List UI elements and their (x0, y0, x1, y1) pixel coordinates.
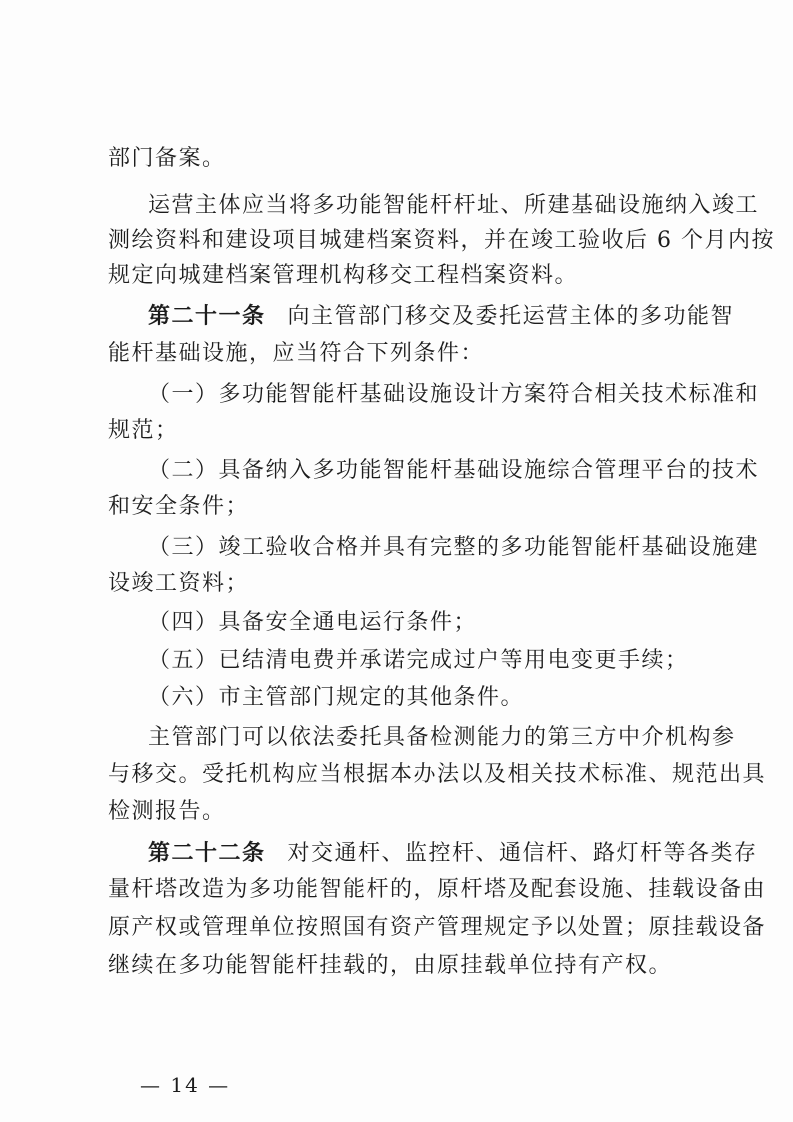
paragraph-line: 主管部门可以依法委托具备检测能力的第三方中介机构参 (148, 725, 736, 750)
paragraph-line: 继续在多功能智能杆挂载的，由原挂载单位持有产权。 (108, 953, 673, 978)
paragraph-line: 测绘资料和建设项目城建档案资料，并在竣工验收后 6 个月内按 (108, 228, 775, 253)
list-item-line: （三）竣工验收合格并具有完整的多功能智能杆基础设施建 (148, 535, 760, 560)
page-number: — 14 — (140, 1073, 231, 1097)
paragraph-line: 原产权或管理单位按照国有资产管理规定予以处置；原挂载设备 (108, 915, 767, 940)
paragraph-line: 规定向城建档案管理机构移交工程档案资料。 (108, 263, 579, 288)
list-item-line: （六）市主管部门规定的其他条件。 (148, 685, 525, 710)
article-22-line (0, 838, 793, 869)
paragraph-line: 能杆基础设施，应当符合下列条件： (108, 341, 485, 366)
list-item-line: （五）已结清电费并承诺完成过户等用电变更手续； (148, 648, 689, 673)
paragraph-line: 量杆塔改造为多功能智能杆的，原杆塔及配套设施、挂载设备由 (108, 877, 767, 902)
article-22-heading: 第二十二条 (148, 840, 266, 866)
list-item-line: （四）具备安全通电运行条件； (148, 610, 478, 635)
list-item-line: 和安全条件； (108, 494, 250, 519)
list-item-line: 规范； (108, 418, 179, 443)
paragraph-line: 检测报告。 (108, 799, 226, 824)
paragraph-line: 部门备案。 (108, 146, 226, 171)
paragraph-line: 运营主体应当将多功能智能杆杆址、所建基础设施纳入竣工 (148, 193, 760, 218)
paragraph-line: 与移交。受托机构应当根据本办法以及相关技术标准、规范出具 (108, 762, 767, 787)
list-item-line: 设竣工资料； (108, 571, 250, 596)
article-22-text: 对交通杆、监控杆、通信杆、路灯杆等各类存 (287, 841, 758, 866)
article-21-heading: 第二十一条 (148, 303, 266, 329)
list-item-line: （二）具备纳入多功能智能杆基础设施综合管理平台的技术 (148, 458, 760, 483)
article-21-text: 向主管部门移交及委托运营主体的多功能智 (287, 304, 735, 329)
list-item-line: （一）多功能智能杆基础设施设计方案符合相关技术标准和 (148, 382, 760, 407)
article-21-line (0, 301, 793, 332)
